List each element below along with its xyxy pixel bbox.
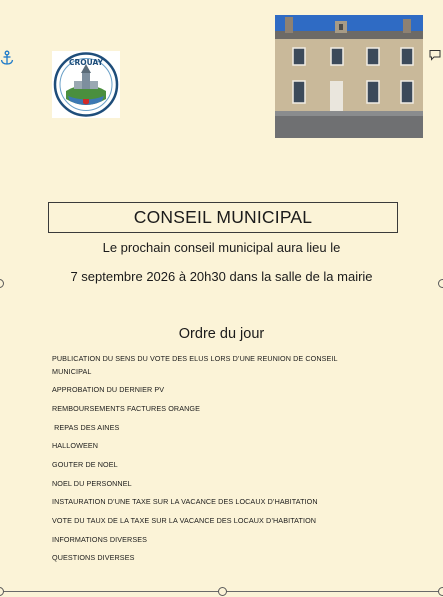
- logo-text: CROUAY: [68, 58, 104, 67]
- agenda-list: [52, 353, 382, 571]
- comment-icon[interactable]: [429, 49, 441, 61]
- agenda-item: REPAS DES AINES: [52, 422, 120, 432]
- anchor-icon[interactable]: [0, 50, 14, 66]
- agenda-item: GOUTER DE NOEL: [52, 459, 118, 469]
- agenda-title: Ordre du jour: [178, 326, 265, 342]
- agenda-item: HALLOWEEN: [52, 441, 99, 451]
- notice-title: CONSEIL MUNICIPAL: [48, 202, 398, 233]
- agenda-item: VOTE DU TAUX DE LA TAXE SUR LA VACANCE DES LOCAUX D’HABITATION: [52, 516, 317, 525]
- agenda-item: NOEL DU PERSONNEL: [52, 478, 132, 488]
- resize-handle-bottom-center[interactable]: [218, 587, 227, 596]
- notice-line-1: Le prochain conseil municipal aura lieu le: [102, 240, 341, 255]
- resize-handle-bottom-left[interactable]: [0, 587, 4, 596]
- resize-handle-right[interactable]: [438, 279, 443, 288]
- agenda-item: INFORMATIONS DIVERSES: [52, 534, 148, 544]
- agenda-item: INSTAURATION D’UNE TAXE SUR LA VACANCE DES LOCAUX D’HABITATION: [52, 497, 318, 507]
- notice-line-2: 7 septembre 2026 à 20h30 dans la salle de la mairie: [70, 269, 373, 284]
- agenda-item: APPROBATION DU DERNIER PV: [52, 385, 165, 395]
- agenda-item: QUESTIONS DIVERSES: [52, 553, 135, 563]
- agenda-item: PUBLICATION DU SENS DU VOTE DES ELUS LORS D’UNE REUNION DE CONSEIL MUNICIPAL: [52, 354, 338, 376]
- agenda-item: REMBOURSEMENTS FACTURES ORANGE: [52, 403, 200, 413]
- resize-handle-bottom-right[interactable]: [438, 587, 443, 596]
- resize-handle-left[interactable]: [0, 279, 4, 288]
- crouay-logo: [52, 51, 120, 118]
- town-hall-photo: [275, 15, 423, 138]
